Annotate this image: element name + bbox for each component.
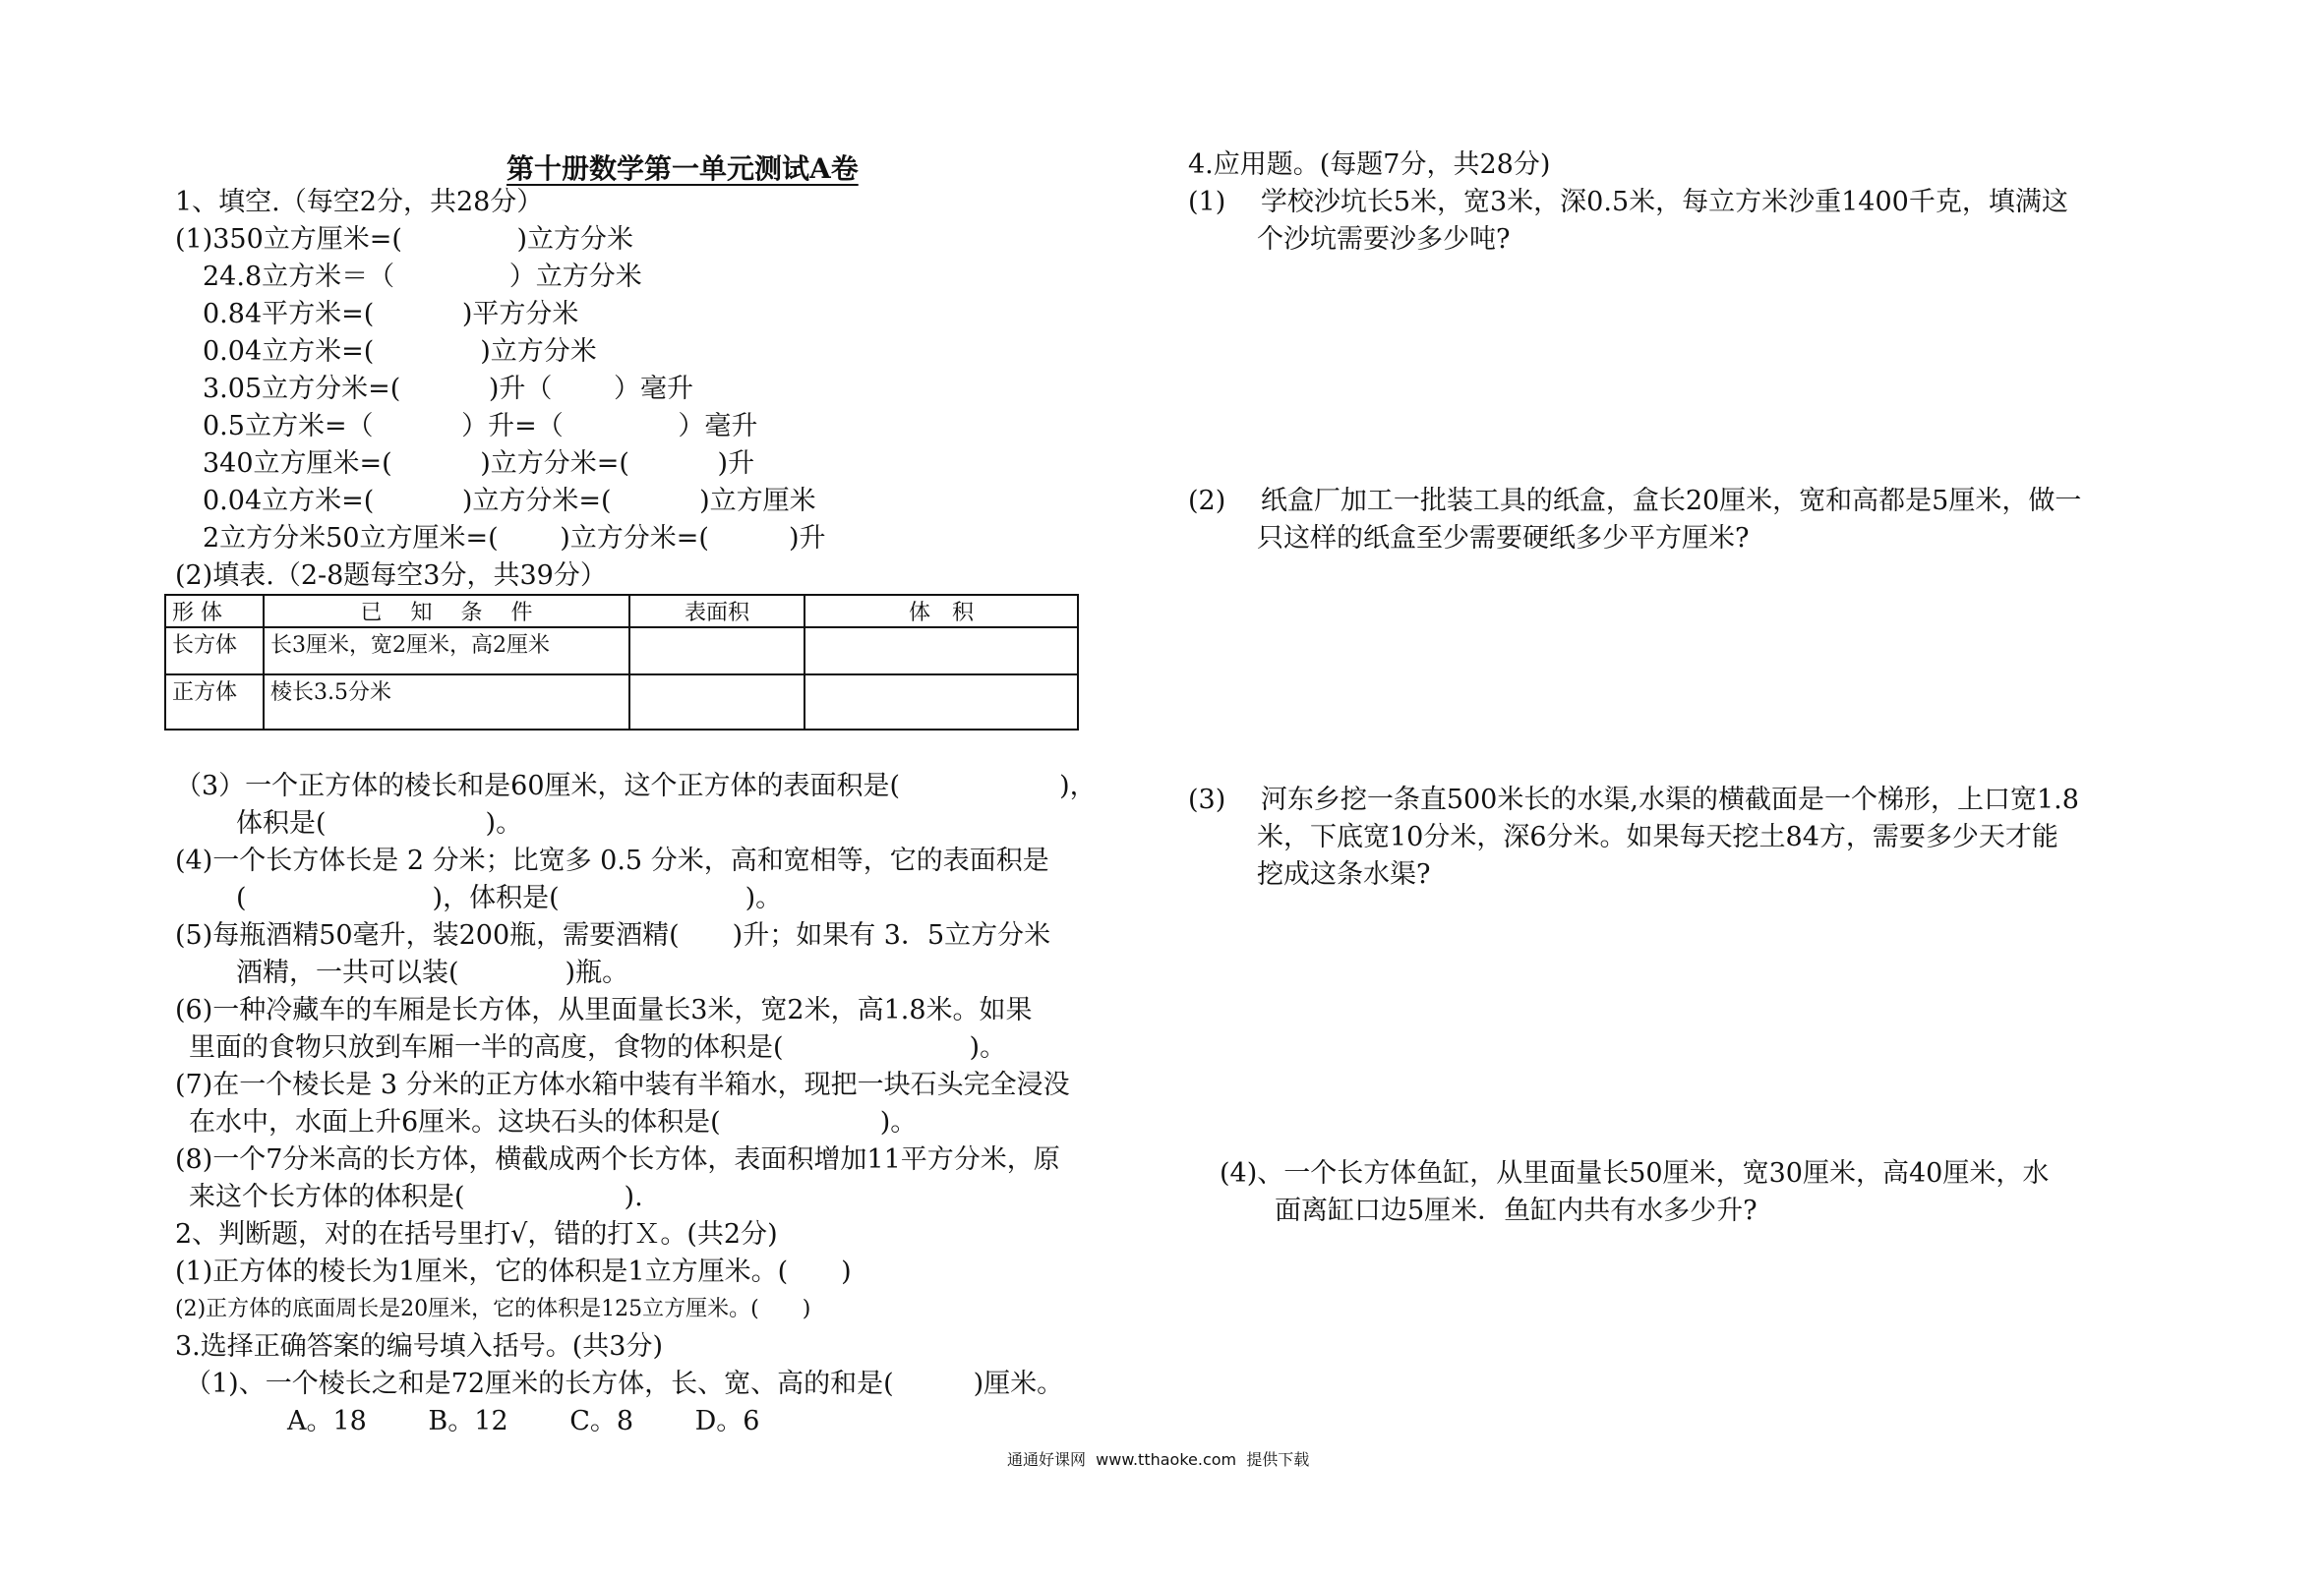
table-cell	[629, 627, 804, 674]
table-row	[165, 674, 1078, 730]
judge-item-2: (2)正方体的底面周长是20厘米，它的体积是125立方厘米。( )	[175, 1297, 811, 1321]
problem-1-line-2: 个沙坑需要沙多少吨?	[1257, 224, 1511, 255]
question-3-line-1: （3）一个正方体的棱长和是60厘米，这个正方体的表面积是( )，	[175, 771, 1097, 801]
problem-4-line-1: (4)、一个长方体鱼缸，从里面量长50厘米，宽30厘米，高40厘米，水	[1220, 1158, 2050, 1189]
question-4-line-1: (4)一个长方体长是 2 分米；比宽多 0.5 分米，高和宽相等，它的表面积是	[175, 846, 1049, 876]
question-6-line-1: (6)一种冷藏车的车厢是长方体，从里面量长3米，宽2米，高1.8米。如果	[175, 995, 1033, 1025]
page-title: 第十册数学第一单元测试A卷	[507, 152, 859, 185]
section2-heading: 2、判断题，对的在括号里打√，错的打Ｘ。(共2分)	[175, 1219, 778, 1250]
question-7-line-1: (7)在一个棱长是 3 分米的正方体水箱中装有半箱水，现把一块石头完全浸没	[175, 1070, 1070, 1100]
table-header-cell: 已 知 条 件	[264, 595, 629, 627]
problem-3-line-2: 米，下底宽10分米，深6分米。如果每天挖土84方，需要多少天才能	[1257, 822, 2058, 852]
fill-line-3: 0.84平方米=( )平方分米	[203, 299, 579, 329]
fill-line-5: 3.05立方分米=( )升（ ）毫升	[203, 374, 693, 404]
problem-2-line-2: 只这样的纸盒至少需要硬纸多少平方厘米?	[1257, 523, 1750, 554]
question-4-line-2: ( )，体积是( )。	[236, 883, 783, 913]
fill-line-6: 0.5立方米=（ ）升=（ ）毫升	[203, 411, 758, 441]
fill-line-7: 340立方厘米=( )立方分米=( )升	[203, 448, 755, 479]
table-cell	[804, 627, 1078, 674]
judge-item-1: (1)正方体的棱长为1厘米，它的体积是1立方厘米。( )	[175, 1257, 852, 1287]
table-cell	[629, 674, 804, 730]
table-header-cell: 体 积	[804, 595, 1078, 627]
table-header-cell: 形 体	[165, 595, 264, 627]
problem-4-line-2: 面离缸口边5厘米．鱼缸内共有水多少升?	[1275, 1196, 1758, 1226]
fill-line-8: 0.04立方米=( )立方分米=( )立方厘米	[203, 486, 816, 516]
question-8-line-1: (8)一个7分米高的长方体，横截成两个长方体，表面积增加11平方分米，原	[175, 1144, 1060, 1175]
shape-table	[164, 594, 1079, 731]
problem-3-line-1: (3) 河东乡挖一条直500米长的水渠,水渠的横截面是一个梯形，上口宽1.8	[1188, 785, 2079, 815]
problem-3-line-3: 挖成这条水渠?	[1257, 859, 1431, 890]
section1-heading: 1、填空.（每空2分，共28分）	[175, 187, 544, 217]
problem-2-line-1: (2) 纸盒厂加工一批装工具的纸盒，盒长20厘米，宽和高都是5厘米，做一	[1188, 486, 2082, 516]
table-cell: 长3厘米，宽2厘米，高2厘米	[264, 627, 629, 674]
section3-heading: 3.选择正确答案的编号填入括号。(共3分)	[175, 1331, 664, 1362]
section4-heading: 4.应用题。(每题7分，共28分)	[1188, 149, 1551, 180]
table-header-row	[165, 595, 1078, 627]
table-header-cell: 表面积	[629, 595, 804, 627]
question-8-line-2: 来这个长方体的体积是( ).	[189, 1182, 643, 1212]
choice-question-1: （1)、一个棱长之和是72厘米的长方体，长、宽、高的和是( )厘米。	[185, 1369, 1064, 1399]
problem-1-line-1: (1) 学校沙坑长5米，宽3米，深0.5米，每立方米沙重1400千克，填满这	[1188, 187, 2068, 217]
table-cell: 长方体	[165, 627, 264, 674]
table-row	[165, 627, 1078, 674]
table-heading: (2)填表.（2-8题每空3分，共39分）	[175, 560, 607, 591]
fill-line-4: 0.04立方米=( )立方分米	[203, 336, 597, 367]
question-5-line-2: 酒精，一共可以装( )瓶。	[236, 958, 629, 988]
table-cell: 正方体	[165, 674, 264, 730]
table-cell	[804, 674, 1078, 730]
question-7-line-2: 在水中，水面上升6厘米。这块石头的体积是( )。	[189, 1107, 918, 1138]
question-6-line-2: 里面的食物只放到车厢一半的高度，食物的体积是( )。	[189, 1032, 1007, 1063]
choice-options: A。18 B。12 C。8 D。6	[287, 1406, 760, 1436]
page-footer: 通通好课网 www.tthaoke.com 提供下载	[1007, 1450, 1310, 1469]
fill-line-2: 24.8立方米＝（ ）立方分米	[203, 262, 642, 292]
table-cell: 棱长3.5分米	[264, 674, 629, 730]
question-3-line-2: 体积是( )。	[236, 808, 523, 839]
fill-line-1: (1)350立方厘米=( )立方分米	[175, 224, 634, 255]
fill-line-9: 2立方分米50立方厘米=( )立方分米=( )升	[203, 523, 826, 554]
question-5-line-1: (5)每瓶酒精50毫升，装200瓶，需要酒精( )升；如果有 3．5立方分米	[175, 920, 1051, 951]
